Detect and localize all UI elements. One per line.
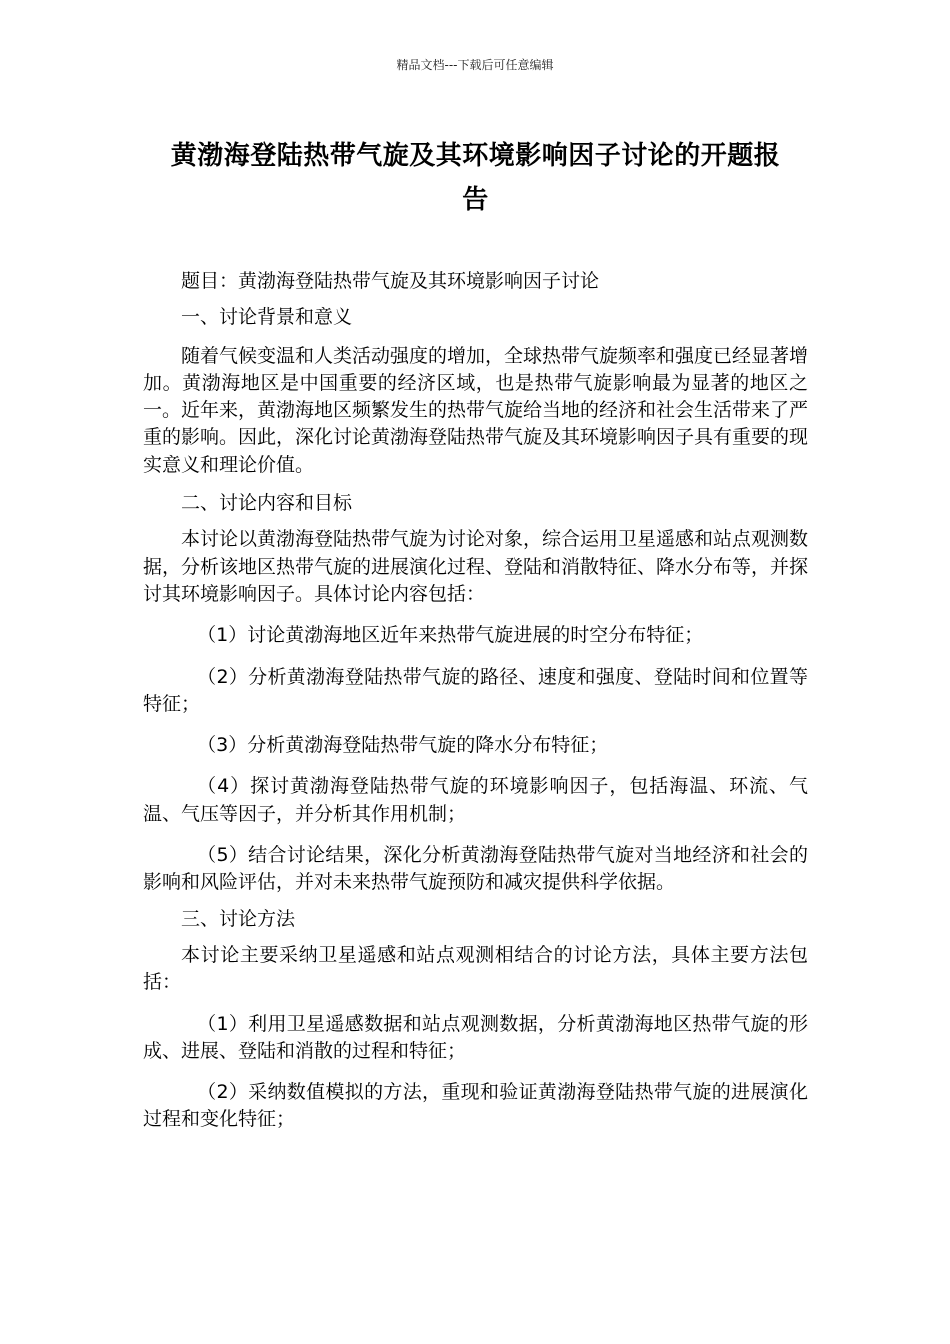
document-title [143,134,808,222]
list-item-content-5: （5）结合讨论结果，深化分析黄渤海登陆热带气旋对当地经济和社会的影响和风险评估，并对未来热带气旋预防和减灾提供科学依据。 [143,844,808,894]
section-heading-content-goals: 二、讨论内容和目标 [181,492,353,515]
paragraph-content-intro: 本讨论以黄渤海登陆热带气旋为讨论对象，综合运用卫星遥感和站点观测数据，分析该地区热带气旋的进展演化过程、登陆和消散特征、降水分布等，并探讨其环境影响因子。具体讨论内容包括： [143,528,809,605]
section-heading-methods: 三、讨论方法 [181,907,296,930]
title-line-1: 黄渤海登陆热带气旋及其环境影响因子讨论的开题报 [170,141,781,171]
list-item-content-3: （3）分析黄渤海登陆热带气旋的降水分布特征； [197,734,609,757]
title-line-2: 告 [462,185,489,215]
list-item-method-1: （1）利用卫星遥感数据和站点观测数据，分析黄渤海地区热带气旋的形成、进展、登陆和消散的过程和特征； [143,1012,808,1062]
list-item-content-1: （1）讨论黄渤海地区近年来热带气旋进展的时空分布特征； [197,624,704,647]
section-heading-background: 一、讨论背景和意义 [181,306,353,329]
list-item-method-2: （2）采纳数值模拟的方法，重现和验证黄渤海登陆热带气旋的进展演化过程和变化特征； [143,1081,808,1131]
document-body [143,268,808,1134]
list-item-content-4: （4）探讨黄渤海登陆热带气旋的环境影响因子，包括海温、环流、气温、气压等因子，并分析其作用机制； [143,775,808,825]
paragraph-methods-intro: 本讨论主要采纳卫星遥感和站点观测相结合的讨论方法，具体主要方法包括： [143,943,808,994]
paragraph-background: 随着气候变温和人类活动强度的增加，全球热带气旋频率和强度已经显著增加。黄渤海地区是中国重要的经济区域，也是热带气旋影响最为显著的地区之一。近年来，黄渤海地区频繁发生的热带气旋给当地的经济和社会生活带来了严重的影响。因此，深化讨论黄渤海登陆热带气旋及其环境影响因子具有重要的现实意义和理论价值。 [143,344,809,476]
list-item-content-2: （2）分析黄渤海登陆热带气旋的路径、速度和强度、登陆时间和位置等特征； [143,665,808,715]
subject-line: 题目：黄渤海登陆热带气旋及其环境影响因子讨论 [181,270,600,292]
page-header-watermark: 精品文档---下载后可任意编辑 [396,58,554,72]
